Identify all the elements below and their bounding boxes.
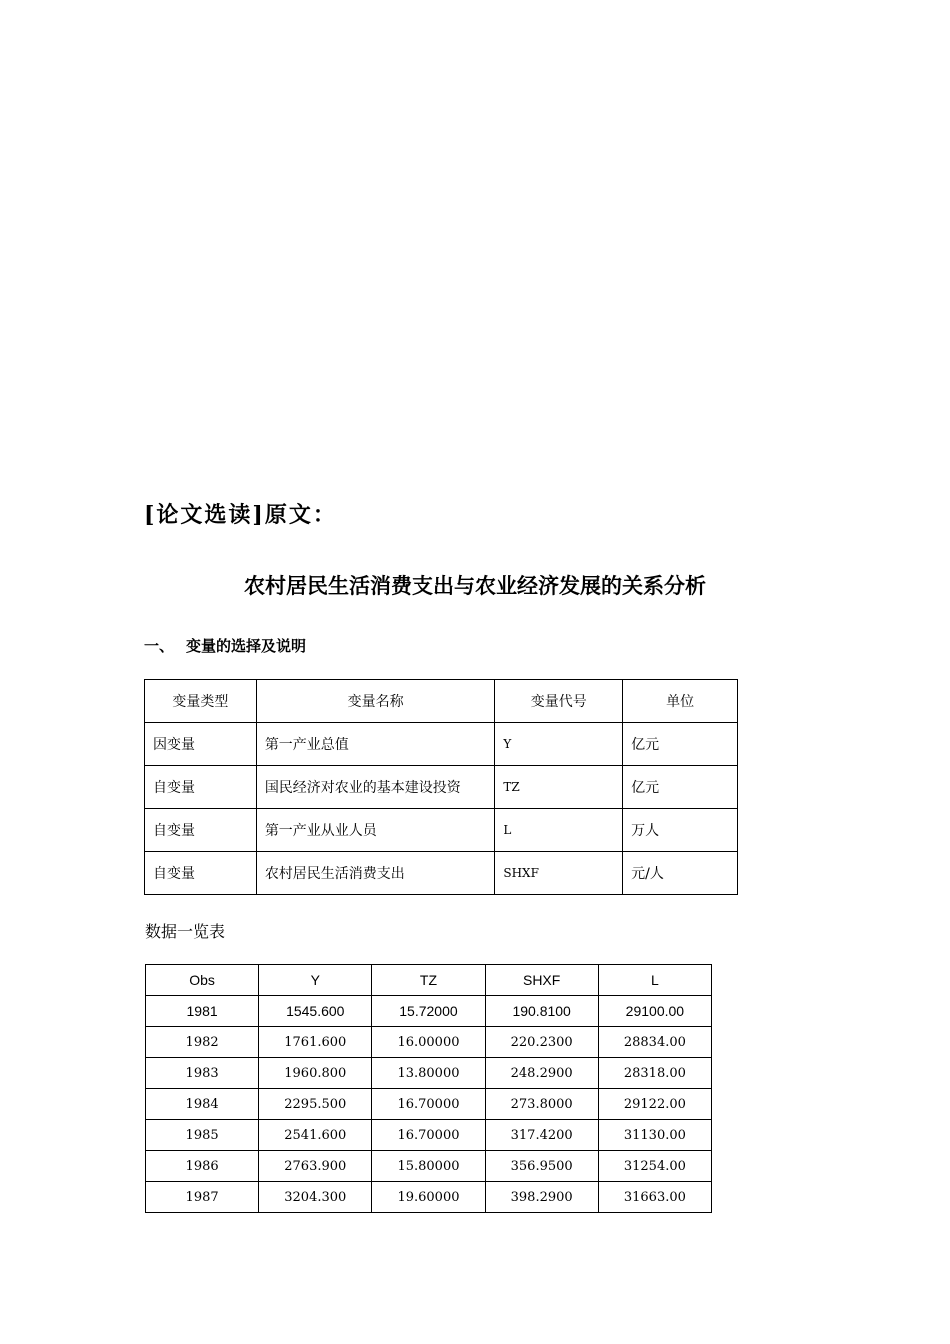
- y-cell: 2295.500: [259, 1089, 372, 1120]
- variable-name-cell: 国民经济对农业的基本建设投资: [256, 766, 495, 809]
- table-row: [146, 1151, 712, 1182]
- table-row: [145, 852, 738, 895]
- shxf-cell: 220.2300: [485, 1027, 598, 1058]
- variable-table: [144, 679, 738, 895]
- l-cell: 29122.00: [598, 1089, 711, 1120]
- variable-code-cell: L: [495, 809, 623, 852]
- y-cell: 1761.600: [259, 1027, 372, 1058]
- header-cell: Obs: [146, 965, 259, 996]
- tz-cell: 16.00000: [372, 1027, 485, 1058]
- shxf-cell: 190.8100: [485, 996, 598, 1027]
- tz-cell: 13.80000: [372, 1058, 485, 1089]
- unit-cell: 亿元: [623, 723, 738, 766]
- variable-name-cell: 第一产业总值: [256, 723, 495, 766]
- shxf-cell: 398.2900: [485, 1182, 598, 1213]
- obs-cell: 1987: [146, 1182, 259, 1213]
- table-row: [146, 1182, 712, 1213]
- variable-code-cell: TZ: [495, 766, 623, 809]
- tz-cell: 16.70000: [372, 1120, 485, 1151]
- table-row: [146, 1058, 712, 1089]
- l-cell: 31130.00: [598, 1120, 711, 1151]
- table-row: [146, 1120, 712, 1151]
- variable-name-cell: 第一产业从业人员: [256, 809, 495, 852]
- section-number: 一、: [144, 637, 175, 655]
- obs-cell: 1985: [146, 1120, 259, 1151]
- shxf-cell: 317.4200: [485, 1120, 598, 1151]
- table-row: [145, 809, 738, 852]
- unit-cell: 万人: [623, 809, 738, 852]
- obs-cell: 1982: [146, 1027, 259, 1058]
- tz-cell: 15.80000: [372, 1151, 485, 1182]
- l-cell: 29100.00: [598, 996, 711, 1027]
- shxf-cell: 356.9500: [485, 1151, 598, 1182]
- header-cell: 变量代号: [495, 680, 623, 723]
- table-row: [146, 996, 712, 1027]
- table-row: [145, 723, 738, 766]
- l-cell: 31663.00: [598, 1182, 711, 1213]
- y-cell: 3204.300: [259, 1182, 372, 1213]
- variable-code-cell: SHXF: [495, 852, 623, 895]
- obs-cell: 1981: [146, 996, 259, 1027]
- l-cell: 28318.00: [598, 1058, 711, 1089]
- unit-cell: 元/人: [623, 852, 738, 895]
- tz-cell: 16.70000: [372, 1089, 485, 1120]
- shxf-cell: 248.2900: [485, 1058, 598, 1089]
- table-row: [145, 766, 738, 809]
- variable-type-cell: 自变量: [145, 852, 257, 895]
- variable-code-cell: Y: [495, 723, 623, 766]
- header-cell: 单位: [623, 680, 738, 723]
- header-cell: 变量类型: [145, 680, 257, 723]
- tz-cell: 15.72000: [372, 996, 485, 1027]
- y-cell: 1960.800: [259, 1058, 372, 1089]
- variable-name-cell: 农村居民生活消费支出: [256, 852, 495, 895]
- y-cell: 2541.600: [259, 1120, 372, 1151]
- header-cell: Y: [259, 965, 372, 996]
- header-cell: TZ: [372, 965, 485, 996]
- table-header-row: [146, 965, 712, 996]
- table-row: [146, 1089, 712, 1120]
- table-header-row: [145, 680, 738, 723]
- l-cell: 31254.00: [598, 1151, 711, 1182]
- header-cell: L: [598, 965, 711, 996]
- obs-cell: 1984: [146, 1089, 259, 1120]
- data-table-caption: 数据一览表: [145, 922, 226, 941]
- y-cell: 1545.600: [259, 996, 372, 1027]
- paper-title: 农村居民生活消费支出与农业经济发展的关系分析: [244, 574, 706, 598]
- y-cell: 2763.900: [259, 1151, 372, 1182]
- obs-cell: 1983: [146, 1058, 259, 1089]
- data-table: [145, 964, 712, 1213]
- header-cell: 变量名称: [256, 680, 495, 723]
- shxf-cell: 273.8000: [485, 1089, 598, 1120]
- header-cell: SHXF: [485, 965, 598, 996]
- reading-label: [论文选读]原文：: [144, 502, 337, 528]
- obs-cell: 1986: [146, 1151, 259, 1182]
- variable-type-cell: 自变量: [145, 809, 257, 852]
- variable-type-cell: 自变量: [145, 766, 257, 809]
- variable-type-cell: 因变量: [145, 723, 257, 766]
- l-cell: 28834.00: [598, 1027, 711, 1058]
- unit-cell: 亿元: [623, 766, 738, 809]
- tz-cell: 19.60000: [372, 1182, 485, 1213]
- table-row: [146, 1027, 712, 1058]
- section-title: 变量的选择及说明: [186, 637, 307, 655]
- section-heading: [144, 635, 306, 656]
